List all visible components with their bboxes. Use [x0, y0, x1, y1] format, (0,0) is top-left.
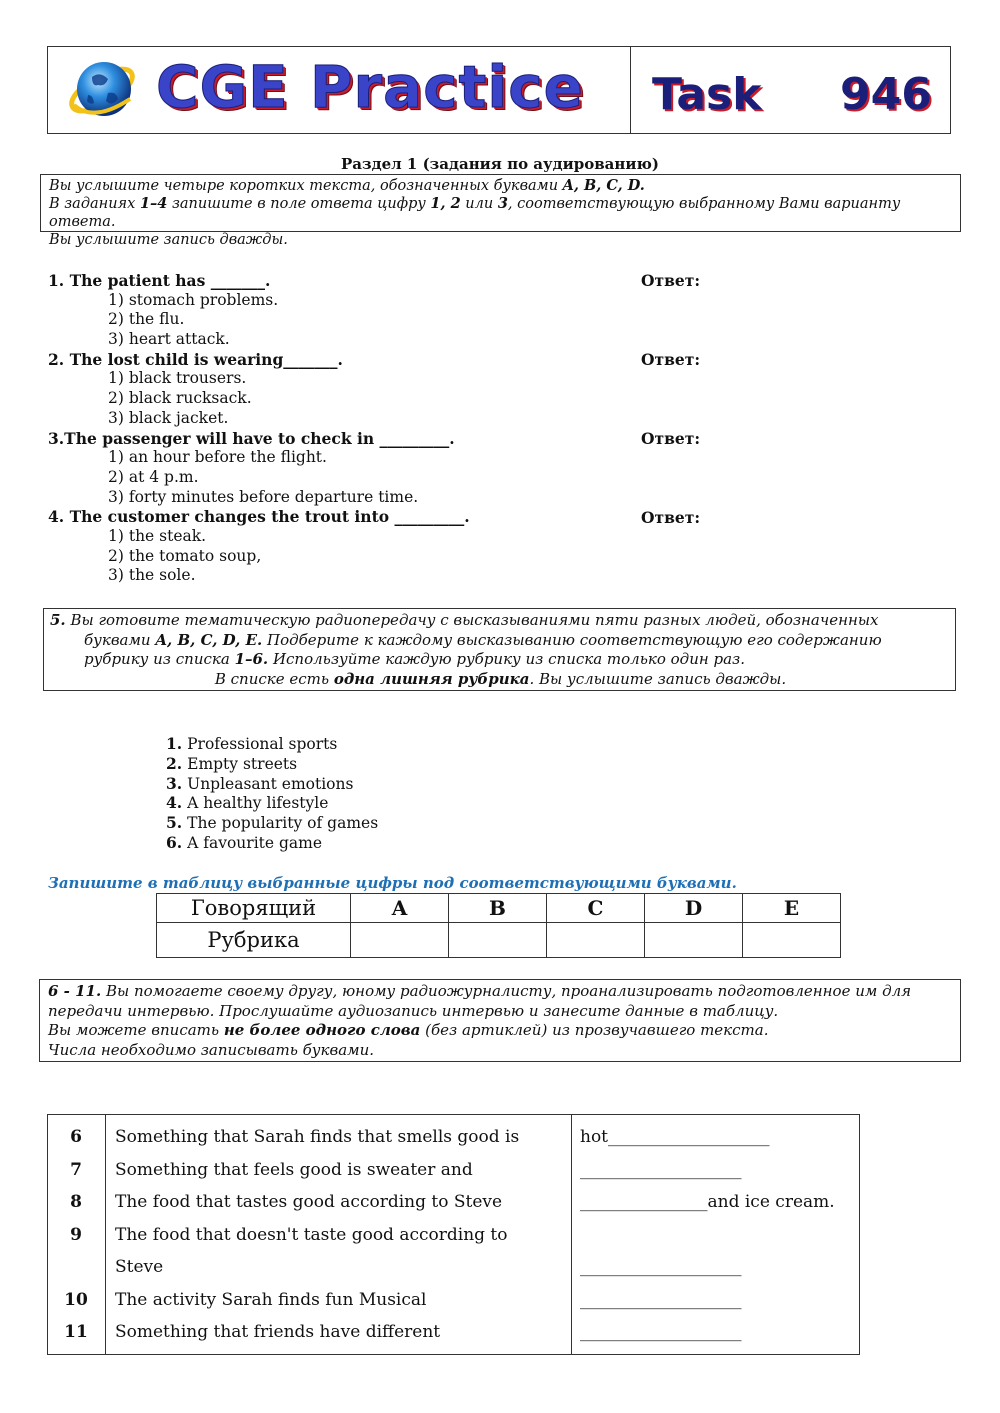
option: 2) the flu. — [108, 310, 185, 329]
answer-label-3: Ответ: — [641, 429, 701, 448]
listening-instructions-5 — [43, 608, 956, 691]
option: 3) forty minutes before departure time. — [108, 487, 419, 506]
instr2-line1: 5. Вы готовите тематическую радиопередачу с высказываниями пяти разных людей, обозначенных — [50, 611, 879, 629]
row-text: The food that doesn't taste good according to — [115, 1224, 508, 1245]
question-text: 1. The patient has _______. — [48, 271, 271, 290]
letter-cell: B — [449, 894, 547, 923]
listening-instructions-1 — [40, 174, 961, 248]
instr3-line4: Числа необходимо записывать буквами. — [48, 1040, 375, 1059]
list-item: 5. The popularity of games — [166, 813, 379, 833]
row-number: 7 — [70, 1159, 82, 1180]
option: 1) an hour before the flight. — [108, 448, 327, 467]
question-text: 2. The lost child is wearing_______. — [48, 349, 343, 369]
list-item: 6. A favourite game — [166, 832, 323, 852]
list-item: 4. A healthy lifestyle — [166, 793, 329, 813]
answer-cell-e[interactable] — [743, 923, 841, 958]
answer-blank[interactable]: ___________________ — [580, 1289, 742, 1310]
instr1-line1: Вы услышите четыре коротких текста, обозначенных буквами A, B, C, D. — [49, 177, 645, 194]
list-item: 2. Empty streets — [166, 753, 298, 773]
instr3-line2: передачи интервью. Прослушайте аудиозапись интервью и занесите данные в таблицу. — [48, 1001, 779, 1020]
option: 1) stomach problems. — [108, 290, 279, 309]
instr3-line3: Вы можете вписать не более одного слова (без артиклей) из прозвучавшего текста. — [48, 1021, 769, 1039]
speaker-rubric-table — [156, 893, 841, 958]
list-item: 1. Professional sports — [166, 734, 338, 753]
table-row — [47, 1186, 860, 1219]
table-row — [47, 1121, 860, 1154]
row-text: The food that tastes good according to Steve — [115, 1192, 503, 1212]
option: 2) at 4 p.m. — [108, 467, 199, 486]
header-banner — [47, 46, 951, 134]
answer-blank[interactable]: ___________________ — [580, 1257, 742, 1277]
table-row — [47, 1251, 860, 1284]
table-row — [157, 894, 841, 923]
task-number: 946 — [840, 69, 932, 120]
interview-table — [47, 1114, 860, 1355]
rubric-list — [166, 734, 378, 853]
row-text: Something that feels good is sweater and — [115, 1159, 473, 1180]
row-number: 10 — [64, 1289, 88, 1310]
letter-cell: D — [645, 894, 743, 923]
option: 1) black trousers. — [108, 369, 247, 388]
table-row — [157, 923, 841, 958]
answer-label-1: Ответ: — [641, 271, 701, 290]
instr2-line3: рубрику из списка 1–6. Используйте каждую рубрику из списка только один раз. — [84, 650, 745, 668]
speaker-header: Говорящий — [157, 894, 351, 923]
row-text: The activity Sarah finds fun Musical — [115, 1289, 427, 1310]
letter-cell: A — [351, 894, 449, 923]
table-row — [47, 1219, 860, 1252]
instr1-line2: В заданиях 1–4 запишите в поле ответа цифру 1, 2 или 3, соответствующую выбранному Вами варианту ответа. — [49, 195, 901, 230]
brand-title: CGE Practice — [156, 53, 584, 121]
answer-cell-b[interactable] — [449, 923, 547, 958]
row-number: 6 — [70, 1127, 82, 1147]
option: 3) the sole. — [108, 566, 196, 585]
letter-cell: C — [547, 894, 645, 923]
table-row — [47, 1154, 860, 1187]
task-label: Task — [652, 69, 762, 120]
instr1-line3: Вы услышите запись дважды. — [49, 232, 288, 248]
answer-blank[interactable]: ___________________ — [580, 1322, 742, 1342]
table-row — [47, 1316, 860, 1349]
question-text: 4. The customer changes the trout into _________. — [48, 507, 470, 527]
list-item: 3. Unpleasant emotions — [166, 773, 354, 793]
listening-instructions-6-11 — [39, 979, 961, 1062]
instr3-line1: 6 - 11. Вы помогаете своему другу, юному радиожурналисту, проанализировать подготовленное им для — [48, 982, 912, 1000]
option: 3) black jacket. — [108, 408, 229, 427]
answer-cell-c[interactable] — [547, 923, 645, 958]
answer-blank[interactable]: hot___________________ — [580, 1127, 770, 1147]
letter-cell: E — [743, 894, 841, 923]
row-text: Something that Sarah finds that smells good is — [115, 1127, 520, 1147]
section-title: Раздел 1 (задания по аудированию) — [341, 155, 659, 173]
answer-cell-a[interactable] — [351, 923, 449, 958]
answer-label-4: Ответ: — [641, 508, 701, 527]
row-number: 9 — [70, 1224, 82, 1245]
answer-blank[interactable]: _______________and ice cream. — [580, 1192, 835, 1212]
answer-blank[interactable]: ___________________ — [580, 1159, 742, 1180]
row-text: Something that friends have different — [115, 1322, 441, 1342]
instr2-line4: В списке есть одна лишняя рубрика. Вы услышите запись дважды. — [214, 669, 787, 688]
option: 2) the tomato soup, — [108, 546, 262, 565]
table-row — [47, 1284, 860, 1317]
answer-cell-d[interactable] — [645, 923, 743, 958]
option: 1) the steak. — [108, 526, 207, 545]
row-number: 8 — [70, 1192, 82, 1212]
option: 2) black rucksack. — [108, 389, 252, 408]
globe-logo-icon — [62, 53, 142, 127]
header-divider — [630, 47, 631, 133]
rubric-header: Рубрика — [157, 923, 351, 958]
row-number: 11 — [64, 1322, 88, 1342]
question-text: 3.The passenger will have to check in _________. — [48, 428, 455, 448]
instr2-line2: буквами A, B, C, D, E. Подберите к каждому высказыванию соответствующую его содержанию — [84, 630, 882, 649]
answer-label-2: Ответ: — [641, 350, 701, 369]
option: 3) heart attack. — [108, 330, 230, 349]
table-instruction: Запишите в таблицу выбранные цифры под соответствующими буквами. — [48, 874, 737, 892]
row-text: Steve — [115, 1257, 164, 1277]
